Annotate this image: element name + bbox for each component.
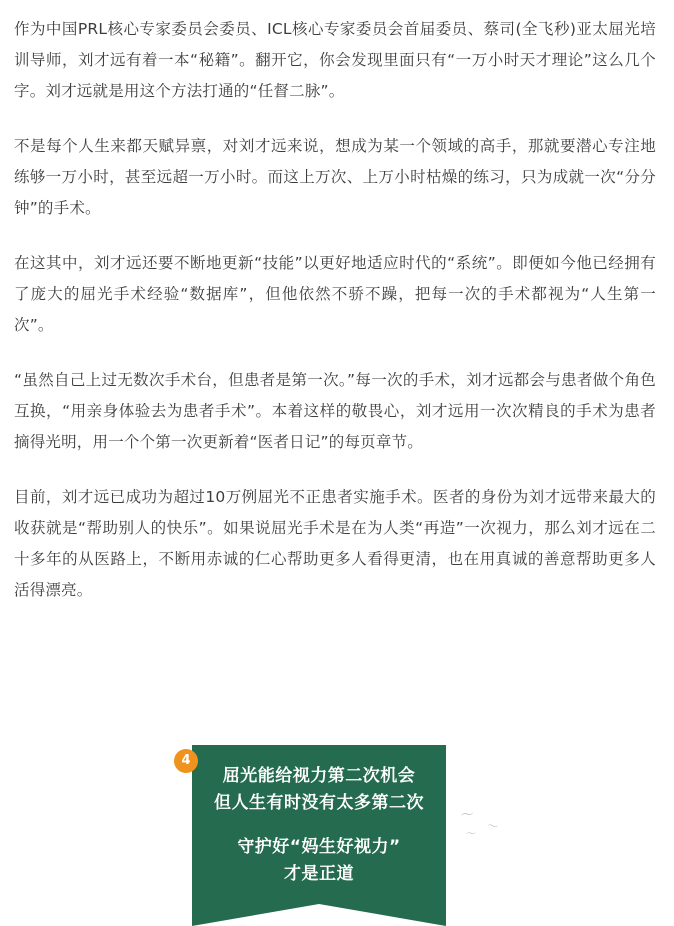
section-number-badge: 4	[174, 749, 198, 773]
banner-line-1: 屈光能给视力第二次机会	[222, 766, 416, 786]
banner-line-4: 才是正道	[284, 864, 354, 884]
bird-icon: 〜	[486, 819, 499, 834]
paragraph: 作为中国PRL核心专家委员会委员、ICL核心专家委员会首届委员、蔡司(全飞秒)亚太屈光培训导师，刘才远有着一本“秘籍”。翻开它，你会发现里面只有“一万小时天才理论”这么几个字。刘才远就是用这个方法打通的“任督二脉”。	[14, 20, 656, 100]
banner-spacer	[202, 817, 436, 834]
closing-banner	[0, 735, 674, 902]
bird-icon: 〜	[460, 807, 475, 824]
paragraph: 目前，刘才远已成功为超过10万例屈光不正患者实施手术。医者的身份为刘才远带来最大的收获就是“帮助别人的快乐”。如果说屈光手术是在为人类“再造”一次视力，那么刘才远在二十多年的从医路上，不断用赤诚的仁心帮助更多人看得更清，也在用真诚的善意帮助更多人活得漂亮。	[14, 488, 656, 599]
banner-line-2: 但人生有时没有太多第二次	[214, 793, 424, 813]
paragraph: 在这其中，刘才远还要不断地更新“技能”以更好地适应时代的“系统”。即便如今他已经拥有了庞大的屈光手术经验“数据库”，但他依然不骄不躁，把每一次的手术都视为“人生第一次”。	[14, 254, 656, 334]
banner-line-3: 守护好“妈生好视力”	[237, 837, 401, 857]
bird-icon: 〜	[465, 828, 477, 841]
paragraph: “虽然自己上过无数次手术台，但患者是第一次。”每一次的手术，刘才远都会与患者做个角色互换，“用亲身体验去为患者手术”。本着这样的敬畏心，刘才远用一次次精良的手术为患者摘得光明，用一个个第一次更新着“医者日记”的每页章节。	[14, 371, 656, 451]
paragraph: 不是每个人生来都天赋异禀，对刘才远来说，想成为某一个领域的高手，那就要潜心专注地练够一万小时，甚至远超一万小时。而这上万次、上万小时枯燥的练习，只为成就一次“分分钟”的手术。	[14, 137, 656, 217]
banner-panel	[192, 745, 446, 904]
